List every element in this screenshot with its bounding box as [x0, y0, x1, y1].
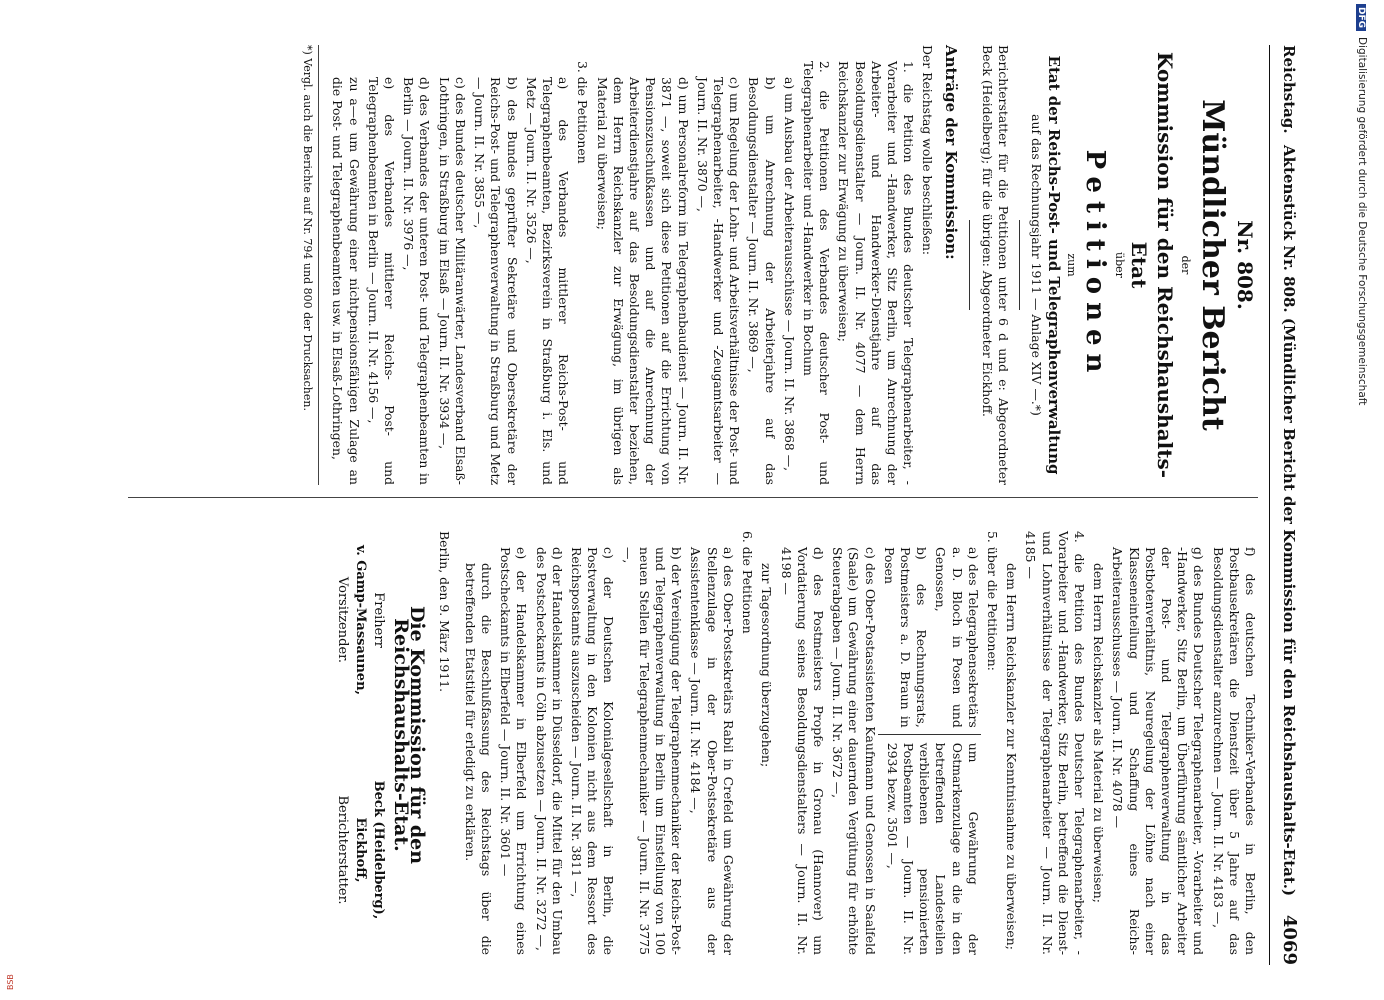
item-6b: b) der Vereinigung der Telegraphenmechaniker der Reichs-Post- und Telegraphenverwaltung in Berlin um Einstellung von 100 neuen Stellen für Telegraphenmechaniker — Journ. II. Nr. 3775 —,: [620, 547, 685, 955]
document-page: [70, 45, 1310, 965]
item-5d: d) des Postmeisters Propfe in Gronau (Hannover) um Vordatierung seines Besoldungsdienstalters — Journ. II. Nr. 4198 —: [778, 547, 826, 955]
right-column: [333, 515, 1258, 955]
commission-name: Kommission für den Reichshaushalts-Etat: [1127, 51, 1177, 479]
item-6: 6. die Petitionen: [740, 531, 756, 634]
item-6e: e) der Handelskammer in Elberfeld um Errichtung eines Postscheckamts in Elberfeld — Journ. II. Nr. 3601 —: [498, 547, 530, 955]
digitization-note: [1352, 4, 1368, 1000]
left-column: [299, 45, 1258, 485]
item-6d: d) der Handelskammer in Düsseldorf, die Mittel für den Umbau des Postscheckamts in Cöln abzusetzen — Journ. II. Nr. 3272 —,: [533, 547, 565, 955]
item-3f: f) des deutschen Techniker-Verbandes in Berlin, den Postbausekretären die Dienstzeit über 5 Jahre auf das Besoldungsdienstalter anzurechnen — Journ. II. Nr. 4183 —,: [1210, 547, 1258, 955]
title-zum: zum: [1065, 253, 1078, 277]
rapporteur-name-2: Eickhoff,: [353, 817, 369, 883]
item-3-tail: zu a—e um Gewährung einer nichtpensionsfähigen Zulage an die Post- und Telegraphenbeamten usw. in Elsaß-Lothringen,: [330, 77, 362, 485]
item-2d: d) um Personalreform im Telegraphenbaudienst — Journ. II. Nr. 3871 —, soweit sich diese Petitionen auf die Errichtung von Pensionszuschußkassen und auf die Anrechnung der Arbeiterdienstjahre auf das Besoldungsdienstalter beziehen, dem Herrn Reichskanzler zur Erwägung, im übrigen als Material zu überweisen;: [594, 77, 691, 485]
item-3e: e) des Verbandes mittlerer Reichs- Post- und Telegraphenbeamten in Berlin — Journ. II. Nr. 4156 —,: [365, 77, 398, 485]
document-number: Nr. 808.: [1233, 220, 1257, 310]
page-header: [1269, 45, 1310, 965]
item-3a: a) des Verbandes mittlerer Reichs-Post- und Telegraphenbeamten, Bezirksverein in Straßburg i. Els. und Metz — Journ. II. Nr. 3526 —,: [523, 77, 572, 485]
item-2c: c) um Regelung der Lohn- und Arbeitsverhältnisse der Post- und Telegraphenarbeiter, -Handwerker und -Zeugamtsarbeiter — Journ. II. Nr. 3870 —,: [694, 77, 743, 485]
item-5a: a) des Telegraphensekretärs a. D. Bloch in Posen und Genossen,: [933, 547, 981, 728]
item-3d: d) des Verbandes der unteren Post- und Telegraphenbeamten in Berlin — Journ. II. Nr. 3976 —,: [401, 77, 433, 485]
rapporteur-signature: [333, 745, 387, 955]
signature-title: Die Kommission für den Reichshaushalts-Etat.: [390, 605, 429, 865]
antraege-heading: Anträge der Kommission:: [942, 45, 961, 260]
page-number: 4069: [1279, 914, 1300, 965]
header-left: Reichstag.: [1280, 45, 1298, 134]
berichterstatter: Berichterstatter für die Petitionen unter 6 d und e: Abgeordneter Beck (Heidelberg); für die übrigen: Abgeordneter Eickhoff.: [979, 45, 1011, 485]
item-3b: b) des Bundes geprüfter Sekretäre und Obersekretäre der Reichs-Post- und Telegraphenverwaltung in Straßburg und Metz — Journ. II. Nr. 3855 —,: [472, 77, 520, 485]
item-6c: c) der Deutschen Kolonialgesellschaft in Berlin, die Postverwaltung in den Kolonien nicht aus dem Ressort des Reichspostamts auszuscheiden — Journ. II. Nr. 3811 —,: [569, 547, 617, 955]
footnote: *) Vergl. auch die Berichte auf Nr. 794 und 800 der Drucksachen.: [299, 45, 319, 485]
item-5-conclusion: zur Tagesordnung überzugehen;: [759, 563, 775, 768]
item-2: 2. die Petitionen des Verbandes deutscher Post- und Telegraphenarbeiter und -Handwerker in Bochum: [800, 61, 833, 485]
item-3: 3. die Petitionen: [575, 61, 591, 164]
item-1: 1. die Petition des Bundes deutscher Telegraphenarbeiter, -Vorarbeiter und -Handwerker, Sitz Berlin, um Anrechnung der Arbeiter- und Handwerker-Dienstjahre auf das Besoldungsdienstalter — Journ. II. Nr. 4077 — dem Herrn Reichskanzler zur Erwägung zu überweisen;: [836, 61, 917, 485]
item-5: 5. über die Petitionen:: [984, 531, 1000, 671]
chairman-name: v. Gamp-Massaunen,: [353, 544, 369, 696]
item-5ab-text: um Gewährung der Ostmarkenzulage an die in den betreffenden Landesteilen verbliebenen pensionierten Postbeamten — Journ. II. Nr. 2934 bezw. 3501 —,: [884, 742, 981, 955]
intro: Der Reichstag wolle beschließen:: [920, 45, 936, 256]
title-ueber: über: [1113, 252, 1126, 278]
header-title: Aktenstück Nr. 808. (Mündlicher Bericht der Kommission für den Reichshaushalts-Etat.): [1280, 145, 1298, 897]
etat-title: Etat der Reichs-Post- und Telegraphenverwaltung: [1045, 55, 1063, 475]
item-5ab-left: [878, 547, 981, 735]
divider-rule: [1019, 220, 1020, 310]
item-3g: g) des Bundes Deutscher Telegraphenarbeiter, -Vorarbeiter und -Handwerker, Sitz Berlin, um Überführung sämtlicher Arbeiter der Post- und Telegraphenverwaltung in das Postbotenverhältnis, Neuregelung der Löhne nach einer Klasseneinteilung und Schaffung eines Reichs-Arbeiterausschusses — Journ. II. Nr. 4078 —: [1110, 547, 1207, 955]
chairman-signature: [333, 515, 387, 725]
item-6a: a) des Ober-Postsekretärs Rabil in Crefeld um Gewährung der Stellenzulage in der Ober-Postsekretäre aus der Assistentenklasse — Journ. II. Nr. 4184 —,: [688, 547, 736, 955]
rapporteur-name-1: Beck (Heidelberg),: [371, 780, 387, 920]
item-4: 4. die Petition des Bundes Deutscher Telegraphenarbeiter, -Vorarbeiter und -Handwerker, Sitz Berlin, betreffend die Dienst- und Lohnverhältnisse der Telegraphenarbeiter — Journ. II. Nr. 4185 —: [1023, 531, 1087, 955]
item-5ab-right: [878, 735, 981, 955]
item-5c: c) des Ober-Postassistenten Kaufmann und Genossen in Saalfeld (Saale) um Gewährung einer dauernden Vergütung für erhöhte Steuerabgaben — Journ. II. Nr. 3672 —,: [830, 547, 878, 955]
item-5b: b) des Rechnungsrats, Postmeisters a. D. Braun in Posen: [881, 547, 930, 728]
item-3c: c) des Bundes deutscher Militäranwärter, Landesverband Elsaß-Lothringen, in Straßburg im Elsaß — Journ. II. Nr. 3934 —,: [436, 77, 468, 485]
petitionen-heading: Petitionen: [1080, 149, 1110, 381]
fiscal-year: auf das Rechnungsjahr 1911 — Anlage XIV —.*): [1029, 114, 1044, 416]
item-2b: b) um Anrechnung der Arbeiterjahre auf das Besoldungsdienstalter — Journ. II. Nr. 3869 —,: [746, 77, 778, 485]
divider-rule: [969, 220, 970, 310]
column-divider: [128, 497, 1258, 498]
date-line: Berlin, den 9. März 1911.: [436, 531, 452, 693]
item-4-conclusion: dem Herrn Reichskanzler zur Kenntnisnahme zu überweisen;: [1004, 563, 1020, 950]
title-der: der: [1179, 255, 1192, 275]
item-3-conclusion: dem Herrn Reichskanzler als Material zu überweisen;: [1091, 563, 1107, 903]
digitization-text: Digitalisierung gefördert durch die Deutsche Forschungsgemeinschaft: [1356, 37, 1368, 406]
item-6-conclusion: durch die Beschlußfassung des Reichstags über die betreffenden Etatstitel für erledigt zu erklären.: [462, 563, 495, 955]
rapporteur-role: Berichterstatter.: [335, 795, 351, 905]
item-2a: a) um Ausbau der Arbeiterausschüsse — Journ. II. Nr. 3868 —,: [781, 77, 797, 472]
dfg-logo: DFG: [1356, 4, 1366, 31]
document-title: Mündlicher Bericht: [1195, 99, 1230, 431]
chairman-role: Vorsitzender.: [335, 576, 351, 664]
library-mark: BSB: [6, 974, 15, 990]
item-5ab-group: [878, 515, 981, 955]
chairman-title: Freiherr: [371, 592, 387, 648]
